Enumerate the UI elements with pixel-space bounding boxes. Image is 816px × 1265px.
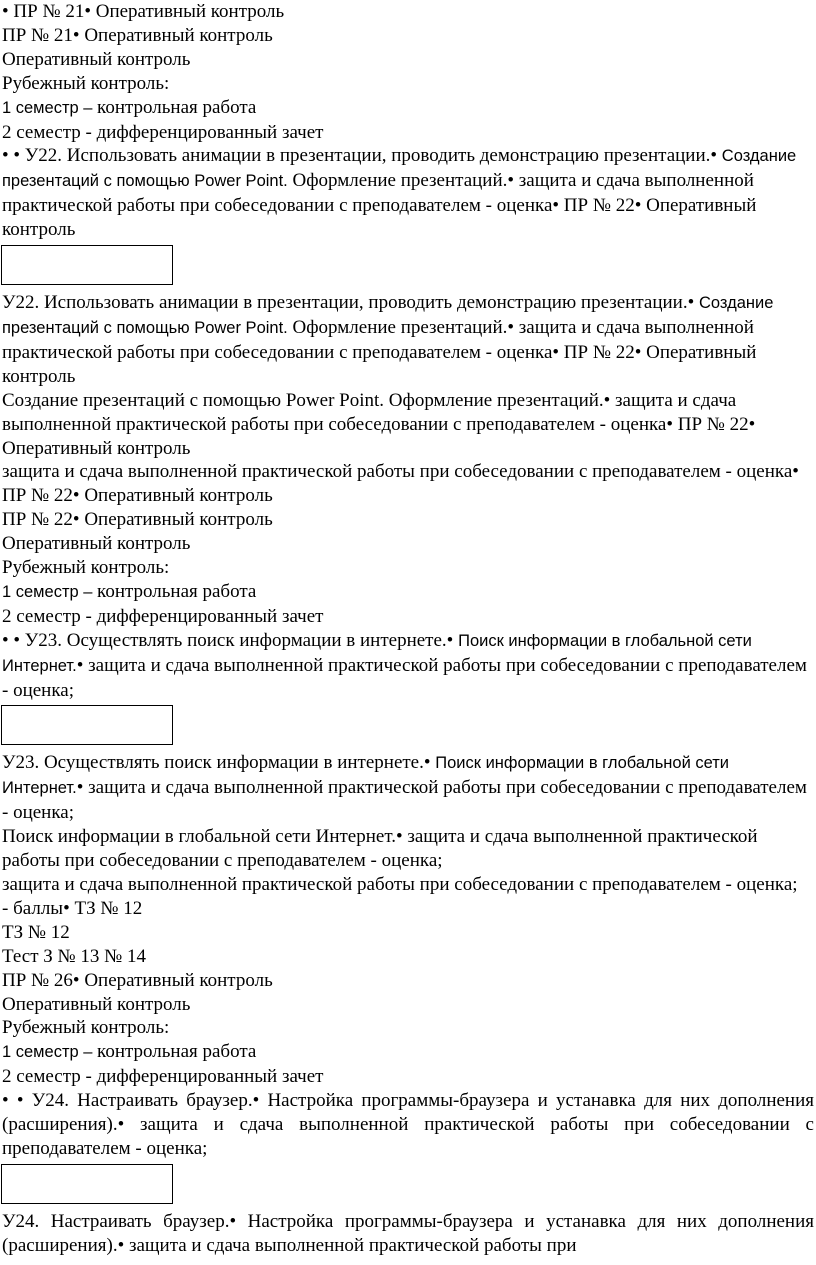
skill-u24-paragraph: У24. Настраивать браузер.• Настройка программы-браузера и устанавка для них дополнения (расширения).• защита и сдача выполненной практической работы при bbox=[2, 1210, 814, 1256]
text-line: Оперативный контроль bbox=[2, 48, 191, 70]
text-span: • защита и сдача выполненной практической работы при собеседовании с преподавателем - оценка; bbox=[2, 654, 807, 701]
text-line: • ПР № 21• Оперативный контроль bbox=[2, 1, 285, 22]
text-paragraph: защита и сдача выполненной практической работы при собеседовании с преподавателем - оценка• ПР № 22• Оперативный контроль bbox=[2, 461, 799, 507]
skill-u24-paragraph: • • У24. Настраивать браузер.• Настройка программы-браузера и устанавка для них дополнения (расширения).• защита и сдача выполненной практической работы при собеседовании с преподавателем - оценка; bbox=[2, 1090, 814, 1159]
semester-1-label: 1 семестр – bbox=[2, 98, 98, 117]
semester-1-line bbox=[0, 1040, 816, 1065]
skill-u22-paragraph bbox=[0, 144, 814, 242]
skill-u23-paragraph bbox=[0, 629, 814, 703]
text-paragraph: Создание презентаций с помощью Power Point. Оформление презентаций.• защита и сдача выполненной практической работы при собеседовании с преподавателем - оценка• ПР № 22• Оперативный контроль bbox=[2, 389, 756, 459]
semester-1-label: 1 семестр – bbox=[2, 1043, 98, 1062]
text-span: Создание презентаций с помощью Power Point. bbox=[2, 147, 797, 191]
semester-1-line bbox=[0, 96, 816, 121]
skill-u23-paragraph bbox=[0, 751, 814, 825]
text-line: 2 семестр - дифференцированный зачет bbox=[2, 121, 324, 143]
text-span: • защита и сдача выполненной практической работы при собеседовании с преподавателем - оценка; bbox=[2, 777, 807, 824]
text-span: У23. Осуществлять поиск информации в интернете.• bbox=[2, 752, 436, 774]
text-span: • • У23. Осуществлять поиск информации в интернете.• bbox=[2, 629, 459, 651]
semester-1-label: 1 семестр – bbox=[2, 582, 98, 601]
text-line: Оперативный контроль bbox=[2, 533, 191, 555]
text-span: Оформление презентаций.• защита и сдача выполненной практической работы при собеседовании с преподавателем - оценка• ПР № 22• Оперативный контроль bbox=[2, 170, 757, 241]
text-line: Рубежный контроль: bbox=[2, 557, 170, 579]
text-line: 2 семестр - дифференцированный зачет bbox=[2, 1066, 324, 1088]
text-line: Рубежный контроль: bbox=[2, 1017, 170, 1039]
text-line: Рубежный контроль: bbox=[2, 72, 170, 94]
text-span: Поиск информации в глобальной сети Интернет. bbox=[2, 631, 752, 675]
text-line: Тест З № 13 № 14 bbox=[2, 945, 147, 967]
semester-1-line bbox=[0, 580, 816, 605]
skill-u22-paragraph bbox=[0, 291, 814, 389]
text-line: - баллы• ТЗ № 12 bbox=[2, 897, 143, 919]
text-paragraph: защита и сдача выполненной практической работы при собеседовании с преподавателем - оценка; bbox=[2, 874, 798, 895]
text-span: У22. Использовать анимации в презентации, проводить демонстрацию презентации.• bbox=[2, 292, 699, 314]
text-line: ПР № 26• Оперативный контроль bbox=[2, 969, 273, 991]
text-span: Поиск информации в глобальной сети Интернет. bbox=[2, 754, 730, 798]
text-line: ПР № 21• Оперативный контроль bbox=[2, 24, 273, 46]
empty-cell-box bbox=[1, 1164, 173, 1204]
text-paragraph: Поиск информации в глобальной сети Интернет.• защита и сдача выполненной практической работы при собеседовании с преподавателем - оценка; bbox=[2, 826, 758, 872]
empty-cell-box bbox=[1, 245, 173, 285]
empty-cell-box bbox=[1, 705, 173, 745]
text-line: Оперативный контроль bbox=[2, 993, 191, 1015]
text-span: Оформление презентаций.• защита и сдача выполненной практической работы при собеседовании с преподавателем - оценка• ПР № 22• Оперативный контроль bbox=[2, 316, 757, 387]
semester-1-value: контрольная работа bbox=[97, 580, 257, 602]
text-span: • • У22. Использовать анимации в презентации, проводить демонстрацию презентации.• bbox=[2, 145, 722, 167]
text-span: Создание презентаций с помощью Power Point. bbox=[2, 294, 774, 337]
text-line: ПР № 22• Оперативный контроль bbox=[2, 509, 273, 531]
text-line: 2 семестр - дифференцированный зачет bbox=[2, 605, 324, 627]
semester-1-value: контрольная работа bbox=[97, 1041, 257, 1063]
semester-1-value: контрольная работа bbox=[97, 96, 257, 118]
text-line: ТЗ № 12 bbox=[2, 921, 70, 943]
